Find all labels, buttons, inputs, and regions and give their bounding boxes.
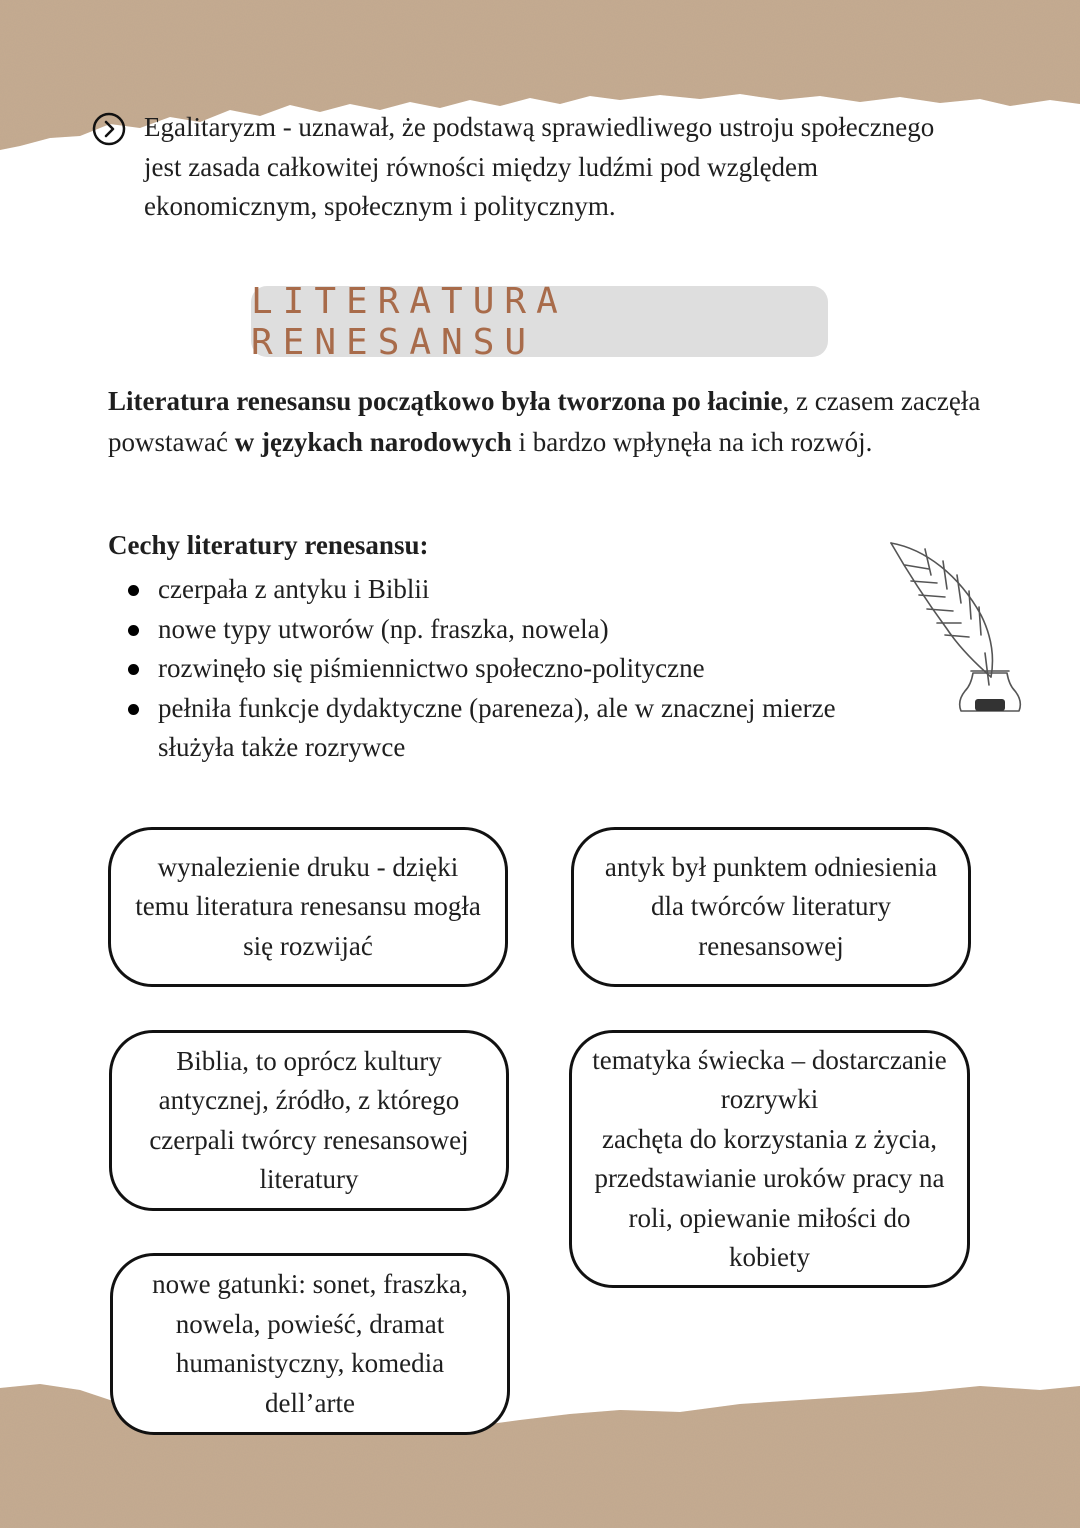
card-text: antyk był punktem odniesienia dla twórców literatury renesansowej [604, 851, 938, 961]
egalitarianism-text: Egalitaryzm - uznawał, że podstawą sprawiedliwego ustroju społecznego jest zasada całkowitej równości między ludźmi pod względem ekonomicznym, społecznym i politycznym. [144, 112, 935, 221]
list-item: rozwinęło się piśmiennictwo społeczno-polityczne [108, 649, 908, 689]
info-card-antiquity [571, 827, 971, 987]
intro-paragraph [108, 381, 988, 463]
card-text: Biblia, to oprócz kultury antycznej, źródło, z którego czerpali twórcy renesansowej literatury [149, 1045, 469, 1194]
features-heading: Cechy literatury renesansu: [108, 530, 429, 560]
info-card-bible [109, 1030, 509, 1211]
features-list [108, 570, 908, 768]
egalitarianism-note [92, 108, 952, 227]
card-text: nowe gatunki: sonet, fraszka, nowela, powieść, dramat humanistyczny, komedia dell’arte [152, 1269, 468, 1418]
circle-chevron-right-icon [92, 112, 126, 146]
list-item: czerpała z antyku i Biblii [108, 570, 908, 610]
card-text: wynalezienie druku - dzięki temu literatura renesansu mogła się rozwijać [135, 851, 481, 961]
list-item: nowe typy utworów (np. fraszka, nowela) [108, 610, 908, 650]
list-item: pełniła funkcje dydaktyczne (pareneza), ale w znacznej mierze służyła także rozrywce [108, 689, 908, 768]
intro-text-2: i bardzo wpłynęła na ich rozwój. [511, 427, 873, 457]
intro-text-1: , z czasem zaczęła powstawać [108, 386, 981, 457]
info-card-printing [108, 827, 508, 987]
intro-bold-2: w językach narodowych [234, 427, 512, 457]
info-card-secular-themes [569, 1030, 970, 1288]
section-title-banner [251, 280, 828, 363]
section-title: LITERATURA RENESANSU [251, 280, 568, 363]
quill-inkwell-icon [885, 535, 1025, 725]
info-card-new-genres [110, 1253, 510, 1435]
card-text: tematyka świecka – dostarczanie rozrywki zachęta do korzystania z życia, przedstawianie uroków pracy na roli, opiewanie miłości do kobiety [592, 1044, 947, 1272]
intro-bold-1: Literatura renesansu początkowo była tworzona po łacinie [108, 386, 783, 416]
